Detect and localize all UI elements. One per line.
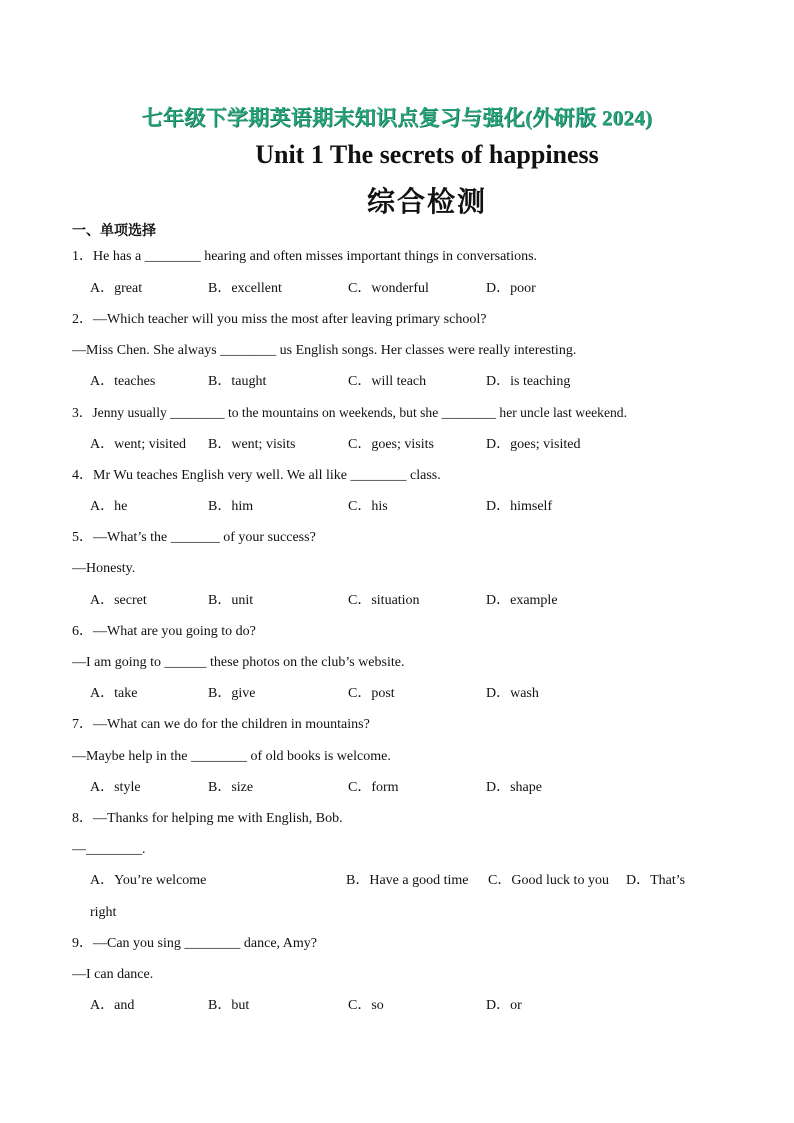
option: A．great [90, 281, 143, 296]
question-stem: 7．—What can we do for the children in mountains? [72, 717, 370, 732]
option: C．so [348, 998, 384, 1013]
question-stem: 1．He has a ________ hearing and often misses important things in conversations. [72, 249, 538, 264]
option: C．will teach [348, 374, 427, 389]
option: B．but [208, 998, 250, 1013]
unit-title: Unit 1 The secrets of happiness [255, 140, 599, 169]
option: D．goes; visited [486, 437, 581, 452]
option: D．or [486, 998, 522, 1013]
option: A．went; visited [90, 437, 187, 452]
question-response: —Miss Chen. She always ________ us English songs. Her classes were really interesting. [72, 343, 577, 358]
option: D．is teaching [486, 374, 571, 389]
option: B．excellent [208, 281, 282, 296]
option: A．and [90, 998, 135, 1013]
question-response: —I am going to ______ these photos on the club’s website. [72, 655, 405, 670]
question-stem: 3．Jenny usually ________ to the mountains on weekends, but she ________ her uncle last weekend. [72, 405, 627, 420]
option-wrap-text: right [90, 905, 117, 920]
option: C．post [348, 686, 395, 701]
option: B．went; visits [208, 437, 296, 452]
question-stem: 8．—Thanks for helping me with English, Bob. [72, 811, 343, 826]
question-response: —________. [72, 842, 146, 857]
option: D．That’s [626, 873, 686, 888]
option: C．situation [348, 593, 420, 608]
option: A．You’re welcome [90, 873, 207, 888]
option: C．goes; visits [348, 437, 434, 452]
option: D．wash [486, 686, 539, 701]
option: A．teaches [90, 374, 156, 389]
option: C．his [348, 499, 388, 514]
option: D．himself [486, 499, 553, 514]
option: C．wonderful [348, 281, 429, 296]
question-response: —I can dance. [72, 967, 154, 982]
question-stem: 6．—What are you going to do? [72, 624, 256, 639]
option: B．give [208, 686, 256, 701]
option: D．poor [486, 281, 536, 296]
question-stem: 5．—What’s the _______ of your success? [72, 530, 316, 545]
option: B．unit [208, 593, 254, 608]
option: C．form [348, 780, 399, 795]
option: A．he [90, 499, 128, 514]
option: A．style [90, 780, 141, 795]
option: B．size [208, 780, 254, 795]
title-banner: 七年级下学期英语期末知识点复习与强化(外研版 2024) [141, 106, 653, 130]
question-stem: 4．Mr Wu teaches English very well. We all like ________ class. [72, 468, 441, 483]
option: B．Have a good time [346, 873, 469, 888]
option: A．secret [90, 593, 147, 608]
section-heading: 一、单项选择 [72, 223, 156, 239]
option: A．take [90, 686, 138, 701]
option: B．him [208, 499, 254, 514]
option: B．taught [208, 374, 267, 389]
question-response: —Honesty. [72, 561, 136, 576]
question-stem: 2．—Which teacher will you miss the most after leaving primary school? [72, 312, 487, 327]
question-response: —Maybe help in the ________ of old books is welcome. [72, 749, 391, 764]
option: D．shape [486, 780, 542, 795]
option: C．Good luck to you [488, 873, 609, 888]
option: D．example [486, 593, 558, 608]
question-stem: 9．—Can you sing ________ dance, Amy? [72, 936, 317, 951]
page-subtitle: 综合检测 [366, 185, 487, 218]
